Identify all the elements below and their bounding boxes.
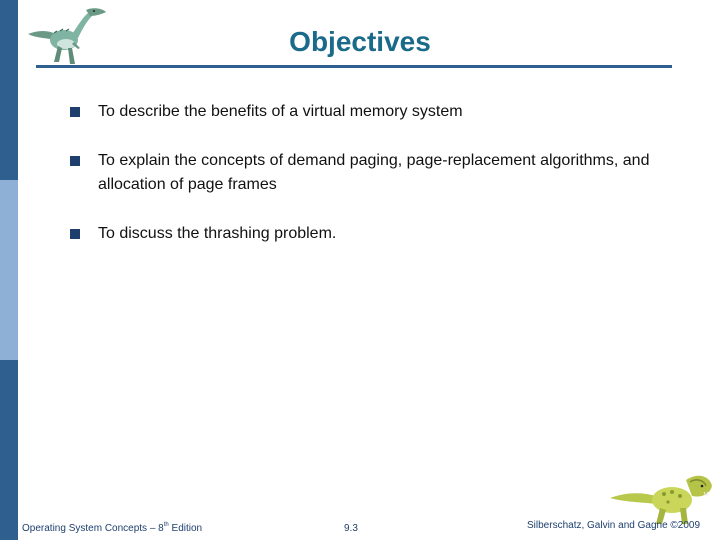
square-bullet-icon <box>70 229 80 239</box>
footer-copyright: Silberschatz, Galvin and Gagne ©2009 <box>527 520 701 531</box>
title-underline <box>36 65 672 68</box>
bullet-text: To discuss the thrashing problem. <box>98 225 337 242</box>
sidebar-stripe <box>0 0 18 540</box>
bullet-item <box>70 100 700 124</box>
slide-title: Objectives <box>289 26 431 57</box>
bullet-list <box>70 100 700 246</box>
footer-page-number: 9.3 <box>344 523 358 534</box>
bullet-text: To describe the benefits of a virtual memory system <box>98 103 463 120</box>
square-bullet-icon <box>70 156 80 166</box>
sidebar-segment-middle <box>0 180 18 360</box>
bullet-item <box>70 222 700 246</box>
footer-book-title: Operating System Concepts – 8th Edition <box>22 522 203 534</box>
bullet-item <box>70 149 700 197</box>
dinosaur-icon <box>606 458 716 528</box>
bullet-text: To explain the concepts of demand paging, page-replacement algorithms, and allocation of page frames <box>98 152 650 193</box>
sidebar-segment-bottom <box>0 360 18 540</box>
square-bullet-icon <box>70 107 80 117</box>
